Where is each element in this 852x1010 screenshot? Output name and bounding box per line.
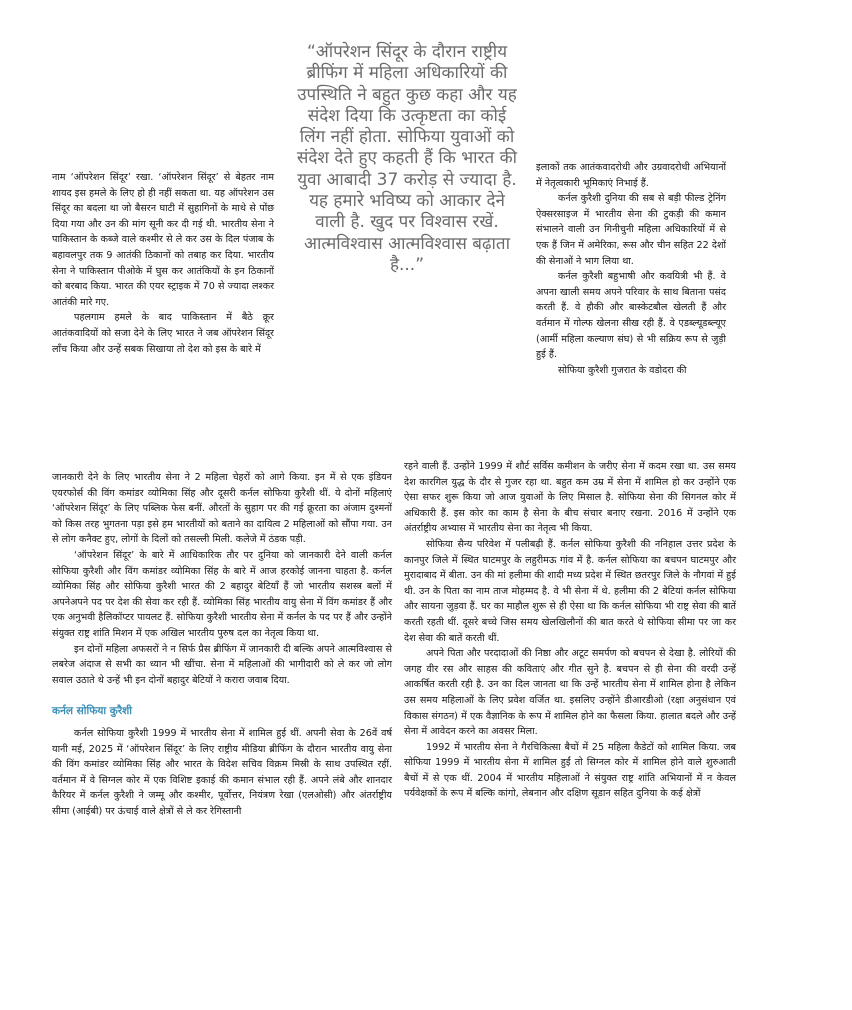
pull-quote: “ऑपरेशन सिंदूर के दौरान राष्ट्रीय ब्रीफिंग में महिला अधिकारियों की उपस्थिति ने बहुत कुछ कहा और यह संदेश दिया कि उत्कृष्टता का कोई लिंग नहीं होता. सोफिया युवाओं को संदेश देते हुए कहती हैं कि भारत की युवा आबादी 37 करोड़ से ज्यादा है. यह हमारे भविष्य को आकार देने वाली है. खुद पर विश्वास रखें. आत्मविश्वास आत्मविश्वास बढ़ाता है...” [296,42,518,275]
paragraph: कर्नल कुरैशी बहुभाषी और कवयित्री भी हैं. वे अपना खाली समय अपने परिवार के साथ बिताना पसंद करती हैं. वे हौकी और बास्केटबौल खेलती हैं और वर्तमान में गोल्फ खेलना सीख रही हैं. वे एडब्ल्यूडब्ल्यूए (आर्मी महिला कल्याण संघ) से भी सक्रिय रूप से जुड़ी हुई हैं. [536,271,726,361]
column-left [52,170,274,357]
paragraph: सोफिया कुरैशी गुजरात के वडोदरा की [558,364,687,376]
paragraph: सोफिया सैन्य परिवेश में पलीबढ़ी हैं. कर्नल सोफिया कुरैशी की ननिहाल उत्तर प्रदेश के कानपुर जिले में स्थित घाटमपुर के लहुरीमऊ गांव में है. कर्नल सोफिया का बचपन घाटमपुर और मुरादाबाद में बीता. उन की मां हलीमा की शादी मध्य प्रदेश में स्थित छतरपुर जिले के नौगवां में हुई थी. उन के पिता का नाम ताज मोहम्मद है. वे भी सेना में थे. हलीमा की 2 बेटियां कर्नल सोफिया और सायना जुड़वा हैं. घर का माहौल शुरू से ही ऐसा था कि कर्नल सोफिया भी राष्ट्र सेवा की बातें करती रहती थीं. दूसरे बच्चे जिस समय खेलखिलौनों की बात करते थे सोफिया सीमा पर जा कर देश सेवा की बातें करती थीं. [404,538,736,644]
column-lower-left [52,470,392,819]
paragraph: 1992 में भारतीय सेना ने गैरचिकित्सा बैचों में 25 महिला कैडेटों को शामिल किया. जब सोफिया 1999 में भारतीय सेना में शामिल हुईं तो सिग्नल कोर में शामिल होने वाले शुरुआती बैचों में से एक थीं. 2004 में भारतीय महिलाओं ने संयुक्त राष्ट्र शांति अभियानों में न केवल पर्यवेक्षकों के रूप में बल्कि कांगो, लेबनान और दक्षिण सूडान सहित दुनिया के कई क्षेत्रों [404,741,736,800]
paragraph: कर्नल कुरैशी दुनिया की सब से बड़ी फील्ड ट्रेनिंग ऐक्सरसाइज में भारतीय सेना की टुकड़ी की कमान संभालने वाली उन गिनीचुनी महिला अधिकारियों में से एक हैं जिन में अमेरिका, रूस और चीन सहित 22 देशों की सेनाओं ने भाग लिया था. [536,193,726,267]
column-lower-right [404,459,736,802]
section-heading: कर्नल सोफिया कुरैशी [52,705,132,718]
paragraph: इलाकों तक आतंकवादरोधी और उग्रवादरोधी अभियानों में नेतृत्वकारी भूमिकाएं निभाई हैं. [536,162,726,189]
paragraph: रहने वाली हैं. उन्होंने 1999 में शौर्ट सर्विस कमीशन के जरीए सेना में कदम रखा था. उस समय देश कारगिल युद्ध के दौर से गुजर रहा था. बहुत कम उम्र में सेना में शामिल हो कर उन्होंने एक ऐसा सफर शुरू किया जो आज युवाओं के लिए मिसाल है. सोफिया सेना की सिगनल कोर में अधिकारी हैं. इस कोर का काम है सेना के बीच संचार बनाए रखना. 2016 में उन्होंने एक अंतर्राष्ट्रीय अभ्यास में भारतीय सेना का नेतृत्व भी किया. [404,461,736,535]
paragraph: कर्नल सोफिया कुरैशी 1999 में भारतीय सेना में शामिल हुई थीं. अपनी सेवा के 26वें वर्ष यानी मई, 2025 में ‘ऑपरेशन सिंदूर’ के लिए राष्ट्रीय मीडिया ब्रीफिंग के दौरान भारतीय वायु सेना की विंग कमांडर व्योमिका सिंह और भारत के विदेश सचिव विक्रम मिस्री के साथ उपस्थित रहीं. वर्तमान में वे सिग्नल कोर में एक विशिष्ट इकाई की कमान संभाल रही हैं. अपने लंबे और शानदार कैरियर में कर्नल कुरैशी ने जम्मू और कश्मीर, पूर्वोत्तर, नियंत्रण रेखा (एलओसी) और अंतर्राष्ट्रीय सीमा (आईबी) पर ऊंचाई वाले क्षेत्रों से ले कर रेगिस्तानी [52,727,392,817]
paragraph: ‘ऑपरेशन सिंदूर’ के बारे में आधिकारिक तौर पर दुनिया को जानकारी देने वाली कर्नल सोफिया कुरैशी और विंग कमांडर व्योमिका सिंह के बारे में आज हरकोई जानना चाहता है. कर्नल व्योमिका सिंह और सोफिया कुरैशी भारत की 2 बहादुर बेटियाँ हैं जो भारतीय सशस्त्र बलों में अपनेअपने पद पर देश की सेवा कर रही हैं. व्योमिका सिंह भारतीय वायु सेना में विंग कमांडर हैं और एक अनुभवी हैलिकॉप्टर पायलट हैं. सोफिया कुरैशी भारतीय सेना में कर्नल के पद पर हैं और उन्होंने संयुक्त राष्ट्र शांति मिशन में एक अखिल भारतीय पुरुष दल का नेतृत्व किया था. [52,549,392,639]
paragraph: जानकारी देने के लिए भारतीय सेना ने 2 महिला चेहरों को आगे किया. इन में से एक इंडियन एयरफोर्स की विंग कमांडर व्योमिका सिंह और दूसरी कर्नल सोफिया कुरैशी थीं. ये दोनों महिलाएं ‘ऑपरेशन सिंदूर’ के लिए पब्लिक फेस बनीं. औरतों के सुहाग पर की गई क्रूरता का अंजाम दुश्मनों को किस तरह भुगतना पड़ा इसे हम भारतीयों को बताने का दायित्व 2 महिलाओं को सौंपा गया. उन से लोग कनैक्ट हुए, लोगों के दिलों को तसल्ली मिली. कलेजे में ठंडक पड़ी. [52,472,392,546]
paragraph: अपने पिता और परदादाओं की निष्ठा और अटूट समर्पण को बचपन से देखा है. लोरियों की जगह वीर रस और साहस की कविताएं और गीत सुने है. बचपन से ही सेना की वरदी उन्हें आकर्षित करती रही है. उन का दिल जानता था कि उन्हें भारतीय सेना में शामिल होना है लेकिन उस समय महिलाओं के लिए प्रवेश वर्जित था. इसलिए उन्होंने डीआरडीओ (रक्षा अनुसंधान एवं विकास संगठन) में एक वैज्ञानिक के रूप में शामिल होने का फैसला किया. हालात बदले और उन्हें सेना में आवेदन करने का अवसर मिला. [404,648,736,738]
column-right [536,160,726,378]
paragraph: इन दोनों महिला अफसरों ने न सिर्फ प्रैस ब्रीफिंग में जानकारी दी बल्कि अपने आत्मविश्वास से लबरेज अंदाज से सभी का ध्यान भी खींचा. सेना में महिलाओं की भागीदारी को ले कर जो लोग सवाल उठाते थे उन्हें भी इन दोनों बहादुर बेटियों ने करारा जवाब दिया. [52,643,392,686]
paragraph: पहलगाम हमले के बाद पाकिस्तान में बैठे क्रूर आतंकवादियों को सजा देने के लिए भारत ने जब ऑपरेशन सिंदूर लॉंच किया और उन्हें सबक सिखाया तो देश को इस के बारे में [52,312,274,355]
paragraph: नाम ‘ऑपरेशन सिंदूर’ रखा. ‘ऑपरेशन सिंदूर’ से बेहतर नाम शायद इस हमले के लिए हो ही नहीं सकता था. यह ऑपरेशन उस सिंदूर का बदला था जो बैसरन घाटी में सुहागिनों के माथे से पोंछ दिया गया और उन की मांग सूनी कर दी गई थी. भारतीय सेना ने पाकिस्तान के कब्जे वाले कश्मीर से ले कर उस के दिल पंजाब के बहावलपुर तक 9 आतंकी ठिकानों को तबाह कर दिया. भारतीय सेना ने पाकिस्तान पीओके में घुस कर आतंकियों के इन ठिकानों को बरबाद किया. भारत की एयर स्ट्राइक में 70 से ज्यादा लश्कर आतंकी मारे गए. [52,172,274,308]
